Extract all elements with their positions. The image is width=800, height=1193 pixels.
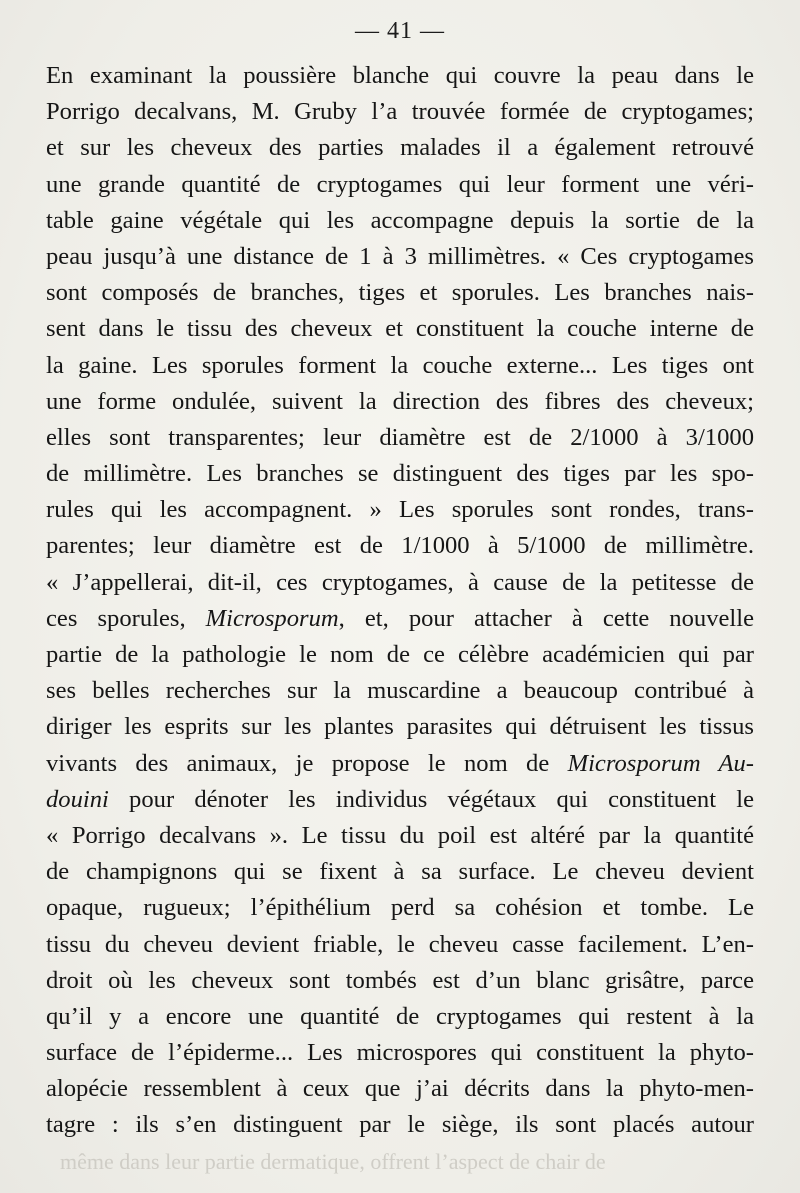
text-line-22: « Porrigo decalvans ». Le tissu du poil est altéré par la quantité: [46, 821, 754, 849]
text-line-23: de champignons qui se fixent à sa surface. Le cheveu devient: [46, 858, 754, 886]
text-line-28: surface de l’épiderme... Les microspores qui constituent la phyto-: [46, 1039, 754, 1067]
text-line-21: douini pour dénoter les individus végétaux qui constituent le: [46, 785, 754, 813]
italic-term-microsporum: Microsporum: [205, 604, 339, 632]
text-line-6: peau jusqu’à une distance de 1 à 3 millimètres. « Ces cryptogames: [46, 242, 754, 270]
body-text: [46, 58, 754, 1144]
bleed-through-text: même dans leur partie dermatique, offrent l’aspect de chair de: [60, 1150, 606, 1174]
text-line-13: rules qui les accompagnent. » Les sporules sont rondes, trans-: [46, 496, 754, 524]
text-line-5: table gaine végétale qui les accompagne depuis la sortie de la: [46, 206, 754, 234]
page-number: — 41 —: [355, 18, 445, 44]
text-line-9: la gaine. Les sporules forment la couche externe... Les tiges ont: [46, 351, 754, 379]
text-line-12: de millimètre. Les branches se distinguent des tiges par les spo-: [46, 460, 754, 488]
text-line-19: diriger les esprits sur les plantes parasites qui détruisent les tissus: [46, 713, 754, 741]
text-line-27: qu’il y a encore une quantité de cryptogames qui restent à la: [46, 1002, 754, 1030]
text-line-8: sent dans le tissu des cheveux et constituent la couche interne de: [46, 315, 754, 343]
text-line-17: partie de la pathologie le nom de ce célèbre académicien qui par: [46, 641, 754, 668]
text-line-15: « J’appellerai, dit-il, ces cryptogames, à cause de la petitesse de: [46, 568, 754, 596]
text-line-4: une grande quantité de cryptogames qui leur forment une véri-: [46, 170, 754, 198]
text-line-30: tagre : ils s’en distinguent par le siège, ils sont placés autour: [46, 1111, 754, 1139]
text-line-3: et sur les cheveux des parties malades il a également retrouvé: [46, 134, 754, 162]
text-line-20: vivants des animaux, je propose le nom de Microsporum Au-: [46, 749, 754, 777]
text-line-10: une forme ondulée, suivent la direction des fibres des cheveux;: [46, 387, 754, 415]
text-line-24: opaque, rugueux; l’épithélium perd sa cohésion et tombe. Le: [46, 894, 754, 922]
text-line-11: elles sont transparentes; leur diamètre est de 2/1000 à 3/1000: [46, 423, 754, 451]
text-line-1: En examinant la poussière blanche qui couvre la peau dans le: [46, 62, 754, 89]
text-line-16: ces sporules, Microsporum, et, pour attacher à cette nouvelle: [46, 604, 754, 632]
text-line-26: droit où les cheveux sont tombés est d’un blanc grisâtre, parce: [46, 966, 754, 994]
text-line-2: Porrigo decalvans, M. Gruby l’a trouvée formée de cryptogames;: [46, 98, 754, 126]
text-line-7: sont composés de branches, tiges et sporules. Les branches nais-: [46, 279, 754, 307]
text-line-18: ses belles recherches sur la muscardine a beaucoup contribué à: [46, 677, 754, 705]
text-line-29: alopécie ressemblent à ceux que j’ai décrits dans la phyto-men-: [46, 1075, 754, 1103]
italic-term-microsporum-audouini: Microsporum Au-: [567, 749, 754, 777]
text-line-14: parentes; leur diamètre est de 1/1000 à 5/1000 de millimètre.: [46, 532, 754, 560]
italic-term-audouini: douini: [46, 785, 109, 813]
text-line-25: tissu du cheveu devient friable, le cheveu casse facilement. L’en-: [46, 930, 754, 958]
